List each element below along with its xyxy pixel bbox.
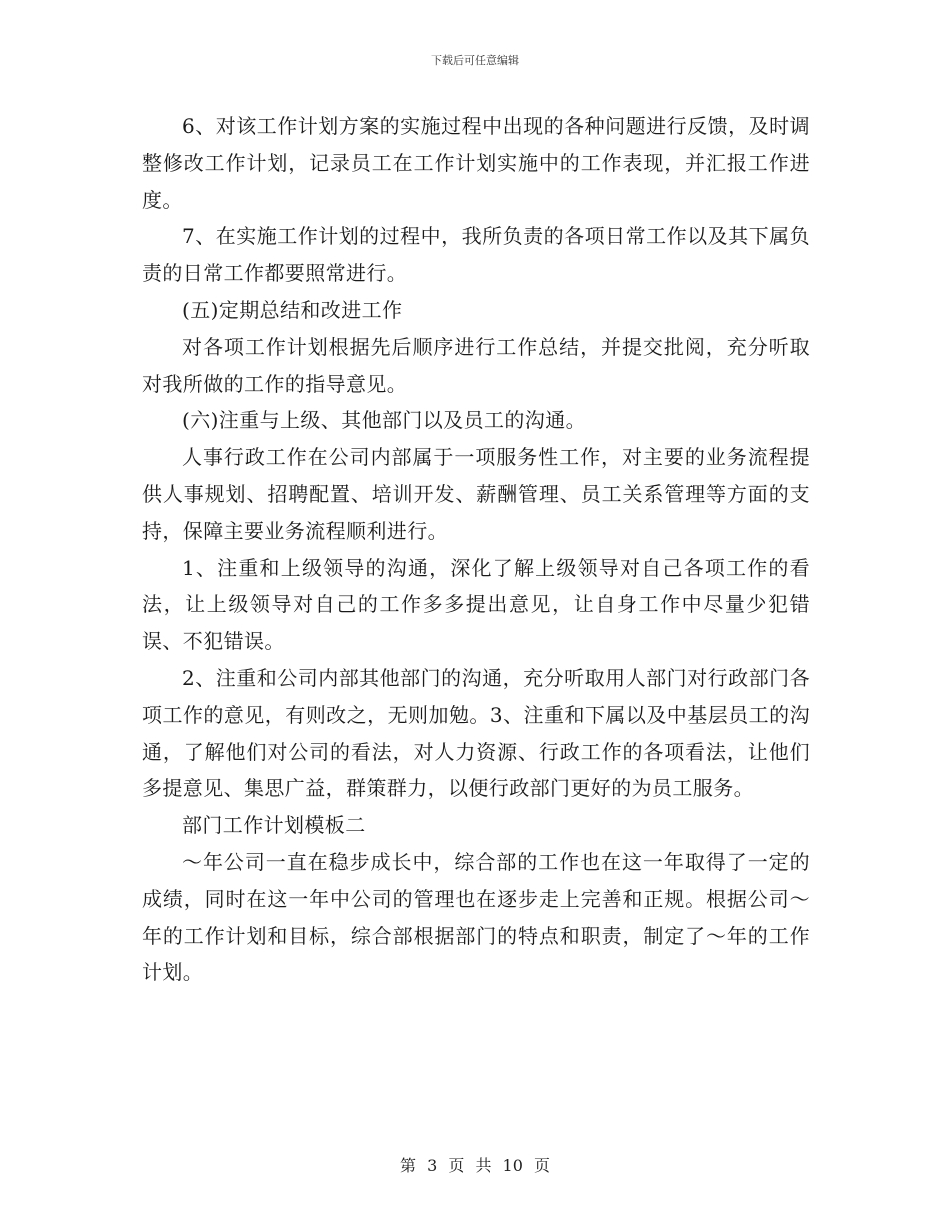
section-heading-5: (五)定期总结和改进工作 bbox=[182, 297, 403, 322]
document-body bbox=[142, 108, 810, 991]
page-header-note: 下载后可任意编辑 bbox=[431, 54, 519, 67]
paragraph-annual-plan: ～年公司一直在稳步成长中，综合部的工作也在这一年取得了一定的成绩，同时在这一年中公司的管理也在逐步走上完善和正规。根据公司～年的工作计划和目标，综合部根据部门的特点和职责，制定了～年的工作计划。 bbox=[142, 849, 810, 985]
paragraph-summary: 对各项工作计划根据先后顺序进行工作总结，并提交批阅，充分听取对我所做的工作的指导意见。 bbox=[142, 334, 810, 396]
paragraph-item-7: 7、在实施工作计划的过程中，我所负责的各项日常工作以及其下属负责的日常工作都要照常进行。 bbox=[142, 224, 810, 286]
paragraph-item-2-3: 2、注重和公司内部其他部门的沟通，充分听取用人部门对行政部门各项工作的意见，有则改之，无则加勉。3、注重和下属以及中基层员工的沟通，了解他们对公司的看法，对人力资源、行政工作的各项看法，让他们多提意见、集思广益，群策群力，以便行政部门更好的为员工服务。 bbox=[142, 665, 810, 801]
section-heading-6: (六)注重与上级、其他部门以及员工的沟通。 bbox=[182, 408, 587, 433]
page-number-footer: 第 3 页 共 10 页 bbox=[400, 1156, 550, 1175]
paragraph-item-1: 1、注重和上级领导的沟通，深化了解上级领导对自己各项工作的看法，让上级领导对自己的工作多多提出意见，让自身工作中尽量少犯错误、不犯错误。 bbox=[142, 555, 810, 654]
paragraph-item-6: 6、对该工作计划方案的实施过程中出现的各种问题进行反馈，及时调整修改工作计划，记录员工在工作计划实施中的工作表现，并汇报工作进度。 bbox=[142, 114, 810, 212]
paragraph-hr-service: 人事行政工作在公司内部属于一项服务性工作，对主要的业务流程提供人事规划、招聘配置、培训开发、薪酬管理、员工关系管理等方面的支持，保障主要业务流程顺利进行。 bbox=[142, 445, 810, 543]
template-heading: 部门工作计划模板二 bbox=[182, 813, 366, 838]
